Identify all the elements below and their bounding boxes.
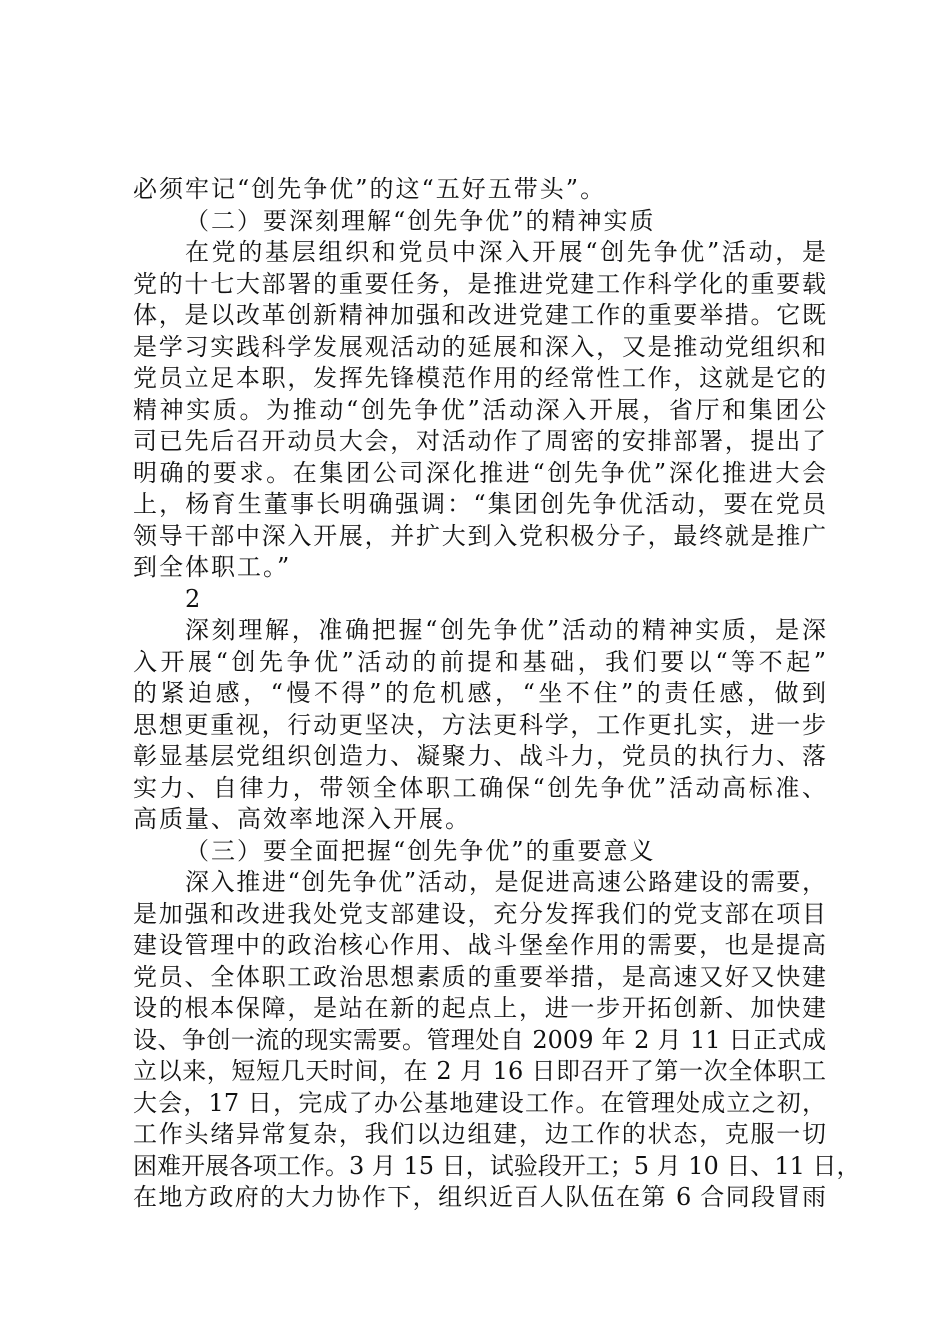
text-line: 入开展“创先争优”活动的前提和基础，我们要以“等不起” xyxy=(133,647,826,676)
text-line: 在地方政府的大力协作下，组织近百人队伍在第 6 合同段冒雨 xyxy=(133,1183,826,1211)
text-line: 是学习实践科学发展观活动的延展和深入，又是推动党组织和 xyxy=(133,332,826,361)
text-line: 的紧迫感，“慢不得”的危机感，“坐不住”的责任感，做到 xyxy=(133,679,826,707)
text-line: 深入推进“创先争优”活动，是促进高速公路建设的需要， xyxy=(185,868,826,896)
text-line: 必须牢记“创先争优”的这“五好五带头”。 xyxy=(133,175,607,203)
text-line: 党的十七大部署的重要任务，是推进党建工作科学化的重要载 xyxy=(133,269,826,298)
text-line: 大会，17 日，完成了办公基地建设工作。在管理处成立之初， xyxy=(133,1088,826,1117)
text-line: 彰显基层党组织创造力、凝聚力、战斗力，党员的执行力、落 xyxy=(133,742,826,770)
text-line: 到全体职工。” xyxy=(133,553,292,581)
text-line: 在党的基层组织和党员中深入开展“创先争优”活动，是 xyxy=(185,238,826,266)
text-line: 明确的要求。在集团公司深化推进“创先争优”深化推进大会 xyxy=(133,458,826,487)
text-line: 上，杨育生董事长明确强调：“集团创先争优活动，要在党员 xyxy=(133,490,826,518)
section-heading: （二）要深刻理解“创先争优”的精神实质 xyxy=(185,206,656,235)
text-line: 建设管理中的政治核心作用、战斗堡垒作用的需要，也是提高 xyxy=(133,931,826,959)
text-line: 思想更重视，行动更坚决，方法更科学，工作更扎实，进一步 xyxy=(133,710,826,739)
text-line: 实力、自律力，带领全体职工确保“创先争优”活动高标准、 xyxy=(133,773,826,802)
text-line: 深刻理解，准确把握“创先争优”活动的精神实质，是深 xyxy=(185,616,826,644)
text-line: 是加强和改进我处党支部建设，充分发挥我们的党支部在项目 xyxy=(133,899,826,928)
text-line: 党员立足本职，发挥先锋模范作用的经常性工作，这就是它的 xyxy=(133,364,826,392)
text-line: 立以来，短短几天时间，在 2 月 16 日即召开了第一次全体职工 xyxy=(133,1057,826,1085)
text-line: 高质量、高效率地深入开展。 xyxy=(133,805,471,833)
text-line: 领导干部中深入开展，并扩大到入党积极分子，最终就是推广 xyxy=(133,521,826,550)
text-line: 设、争创一流的现实需要。管理处自 2009 年 2 月 11 日正式成 xyxy=(133,1025,826,1054)
text-line: 工作头绪异常复杂，我们以边组建，边工作的状态，克服一切 xyxy=(133,1120,826,1148)
text-line: 困难开展各项工作。3 月 15 日，试验段开工；5 月 10 日、11 日， xyxy=(133,1151,861,1180)
text-line: 党员、全体职工政治思想素质的重要举措，是高速又好又快建 xyxy=(133,962,826,991)
section-heading: （三）要全面把握“创先争优”的重要意义 xyxy=(185,836,656,865)
document-body xyxy=(133,174,861,1214)
page-number: 2 xyxy=(185,584,203,613)
text-line: 体，是以改革创新精神加强和改进党建工作的重要举措。它既 xyxy=(133,301,826,329)
text-line: 司已先后召开动员大会，对活动作了周密的安排部署，提出了 xyxy=(133,427,826,455)
text-line: 设的根本保障，是站在新的起点上，进一步开拓创新、加快建 xyxy=(133,994,826,1022)
text-line: 精神实质。为推动“创先争优”活动深入开展，省厅和集团公 xyxy=(133,395,826,424)
